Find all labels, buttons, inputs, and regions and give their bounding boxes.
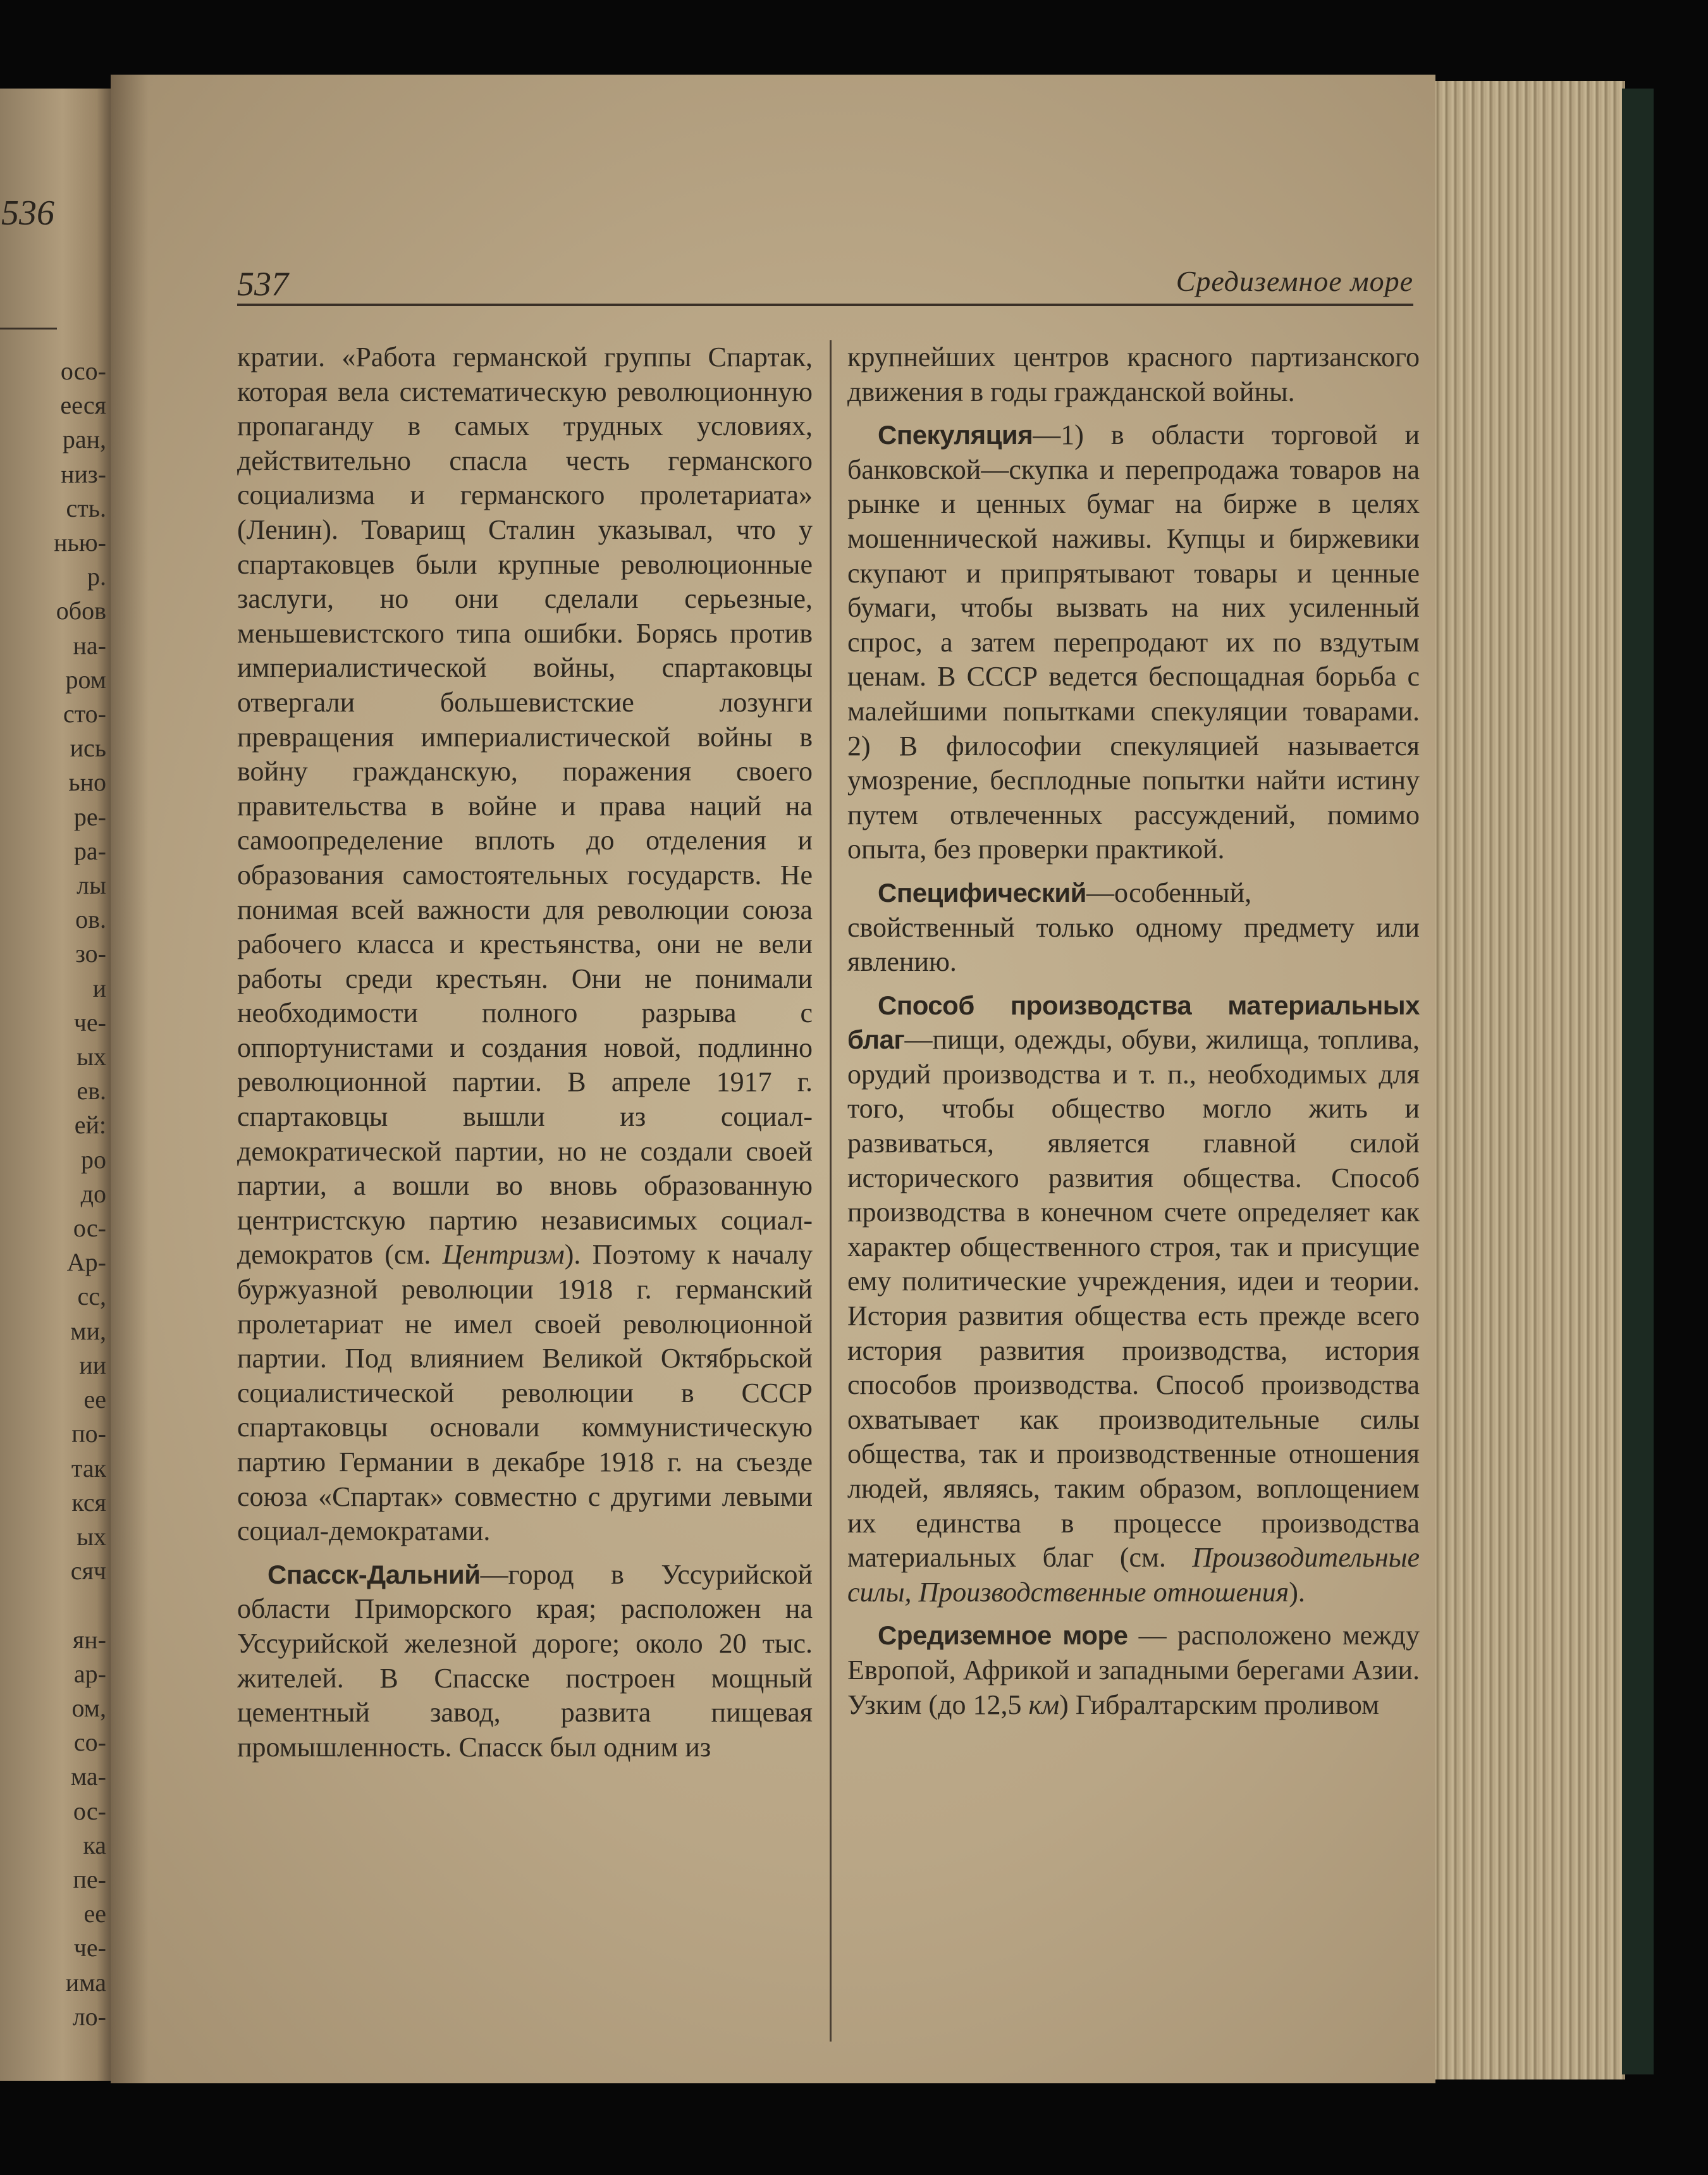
left-page-line: сс, xyxy=(77,1282,106,1311)
left-page-line: ев. xyxy=(77,1076,106,1106)
left-page-line: Ар- xyxy=(66,1248,106,1277)
left-page-line xyxy=(37,1588,106,1622)
cross-reference: Производительные силы, Производственные отношения xyxy=(847,1542,1420,1608)
right-column xyxy=(847,340,1420,2035)
left-page-number: 536 xyxy=(1,194,54,233)
definition: —город в Уссурийской области Приморского края; расположен на Уссурийской железной дороге; около 20 тыс. жителей. В Спасске построен мощный цементный завод, развита пищевая промышленность. Спасск был одним из xyxy=(237,1558,813,1763)
left-page-line: нью- xyxy=(54,528,106,557)
left-page-line: осо- xyxy=(60,357,106,385)
left-page-line: ло- xyxy=(72,2002,106,2031)
left-page-line: ов. xyxy=(75,905,106,934)
spartak-continuation: кратии. «Работа германской группы Спартак, которая вела систематическую революционную пропаганду в самых трудных условиях, действительно спасла честь германского социализма и германского пролетариата» (Ленин). Товарищ Сталин указывал, что у спартаковцев были крупные революционные заслуги, но они сделали серьезные, меньшевистского типа ошибки. Борясь против империалистической войны, спартаковцы отвергали большевистские лозунги превращения империалистической войны в войну гражданскую, поражения своего правительства в войне и права наций на самоопределение вплоть до отделения и образования самостоятельных государств. Не понимая всей важности для революции союза рабочего класса и крестьянства, они не вели работы среди крестьян. Они не понимали необходимости полного разрыва с оппортунистами и создания новой, подлинно революционной партии. В апреле 1917 г. спартаковцы вышли из социал-демократической партии, но не создали своей партии, а вошли во вновь образованную центристскую партию независимых социал-демократов (см. Центризм). Поэтому к началу буржуазной революции 1918 г. германский пролетариат не имел своей революционной партии. Под влиянием Великой Октябрьской социалистической революции в СССР спартаковцы основали коммунистическую партию Германии в декабре 1918 г. на съезде союза «Спартак» совместно с другими левыми социал-демократами. xyxy=(237,342,813,1547)
left-page-line: сть. xyxy=(66,493,106,522)
left-page-line: че- xyxy=(73,1007,106,1037)
left-page-line: ка xyxy=(83,1830,106,1859)
definition: —особенный, свойственный только одному предмету или явлению. xyxy=(847,877,1420,978)
definition: —1) в области торговой и банковской—скупка и перепродажа товаров на рынке и ценных бумаг на бирже в целях мошеннической наживы. Купцы и биржевики скупают и припрятывают товары и ценные бумаги, чтобы вызвать на них усиленный спрос, а затем перепродают их по вздутым ценам. В СССР ведется беспощадная борьба с малейшими попытками спекуляции товарами. 2) В философии спекуляцией называется умозрение, бесплодные попытки найти истину путем отвлеченных рассуждений, помимо опыта, без проверки практикой. xyxy=(847,419,1420,865)
definition: — расположено между Европой, Африкой и западными берегами Азии. Узким (до 12,5 xyxy=(847,1620,1420,1720)
left-page-line: ьно xyxy=(68,768,106,797)
page-number: 537 xyxy=(237,265,288,303)
left-page-line: на- xyxy=(73,631,106,660)
left-page-line: и xyxy=(92,973,106,1002)
definition: —пищи, одежды, обуви, жилища, топлива, орудий производства и т. п., необходимых для того, чтобы общество могло жить и развиваться, является главной силой исторического развития общества. Способ производства в конечном счете определяет как характер общественного строя, так и присущие ему политические учреждения, идеи и теории. История развития общества есть прежде всего история развития производства, история способов производства. Способ производства охватывает как производительные силы общества, так и производственные отношения людей, являясь, таким образом, воплощением их единства в процессе производства материальных благ (см. xyxy=(847,1024,1420,1574)
left-page-line: так xyxy=(71,1453,106,1482)
cross-reference: Центризм xyxy=(442,1239,565,1271)
entry-speculation xyxy=(847,418,1420,867)
left-page-line: сто- xyxy=(63,699,106,729)
entry-specific xyxy=(847,876,1420,980)
left-page-line: има xyxy=(65,1968,106,1997)
left-page-edge xyxy=(0,89,114,2081)
left-page-line: сяч xyxy=(70,1556,106,1586)
entry-mediterranean-sea: Средиземное море — расположено между Европой, Африкой и западными берегами Азии. Узким (до 12,5 км) Гибралтарским проливом xyxy=(847,1620,1420,1720)
headword: Спекуляция xyxy=(878,420,1033,450)
right-page xyxy=(111,75,1435,2083)
left-page-rule xyxy=(0,328,57,330)
left-page-line: ись xyxy=(70,734,106,763)
left-page-line: ом, xyxy=(71,1693,106,1722)
left-page-line: до xyxy=(80,1179,106,1208)
left-column xyxy=(237,340,813,2035)
left-page-line: ых xyxy=(77,1042,106,1071)
partisan-continuation: крупнейших центров красного партизанского движения в годы гражданской войны. xyxy=(847,342,1420,407)
left-page-line: ееся xyxy=(60,391,106,420)
left-page-line: ми, xyxy=(70,1316,106,1345)
column-divider xyxy=(830,340,832,2042)
header-rule xyxy=(237,304,1413,306)
left-page-line: ых xyxy=(77,1522,106,1551)
left-page-line: пе- xyxy=(73,1864,106,1894)
headword: Специфический xyxy=(878,877,1086,908)
left-page-line: ее xyxy=(83,1385,106,1414)
left-page-line: че- xyxy=(73,1933,106,1962)
left-page-line: кся xyxy=(71,1488,106,1517)
left-page-line: ром xyxy=(65,665,106,694)
left-page-line: низ- xyxy=(61,459,106,488)
left-page-line: ран, xyxy=(62,425,106,454)
unit: км xyxy=(1028,1689,1060,1720)
running-head xyxy=(237,264,1413,302)
left-page-line: обов xyxy=(56,596,106,625)
book-page-edges xyxy=(1423,81,1625,2079)
left-page-line: ее xyxy=(83,1899,106,1928)
gutter-shadow xyxy=(111,75,149,2083)
left-page-line-fragments xyxy=(37,354,106,2034)
left-page-line: ян- xyxy=(72,1625,106,1654)
left-page-line: ро xyxy=(81,1145,106,1174)
left-page-line: ре- xyxy=(73,802,106,831)
left-page-line: ей: xyxy=(74,1111,106,1140)
left-page-line: ма- xyxy=(70,1762,106,1791)
book-cover xyxy=(1622,89,1654,2074)
headword: Способ производства материальных благ xyxy=(847,990,1420,1055)
left-page-line: ос- xyxy=(73,1796,106,1825)
headword: Средиземное море xyxy=(878,1620,1128,1651)
left-page-line: ос- xyxy=(73,1214,106,1243)
left-page-line: ии xyxy=(79,1350,106,1379)
running-title: Средиземное море xyxy=(1176,265,1413,297)
entry-mode-of-production: Способ производства материальных благ—пищи, одежды, обуви, жилища, топлива, орудий производства и т. п., необходимых для того, чтобы общество могло жить и развиваться, является главной силой исторического развития общества. Способ производства в конечном счете определяет как характер общественного строя, так и присущие ему политические учреждения, идеи и теории. История развития общества есть прежде всего история развития производства, история способов производства. Способ производства охватывает как производительные силы общества, так и производственные отношения людей, являясь, таким образом, воплощением их единства в процессе производства материальных благ (см. Производительные силы, Производственные отношения). xyxy=(847,990,1420,1608)
entry-spassk-dalniy xyxy=(237,1558,813,1765)
left-page-line: лы xyxy=(77,871,106,900)
left-page-line: зо- xyxy=(75,939,106,968)
left-page-line: со- xyxy=(73,1728,106,1757)
left-page-line: по- xyxy=(71,1419,106,1448)
left-page-line: ар- xyxy=(73,1659,106,1688)
left-page-line: ра- xyxy=(73,836,106,865)
headword: Спасск-Дальний xyxy=(267,1559,481,1589)
left-page-line: р. xyxy=(87,562,106,591)
